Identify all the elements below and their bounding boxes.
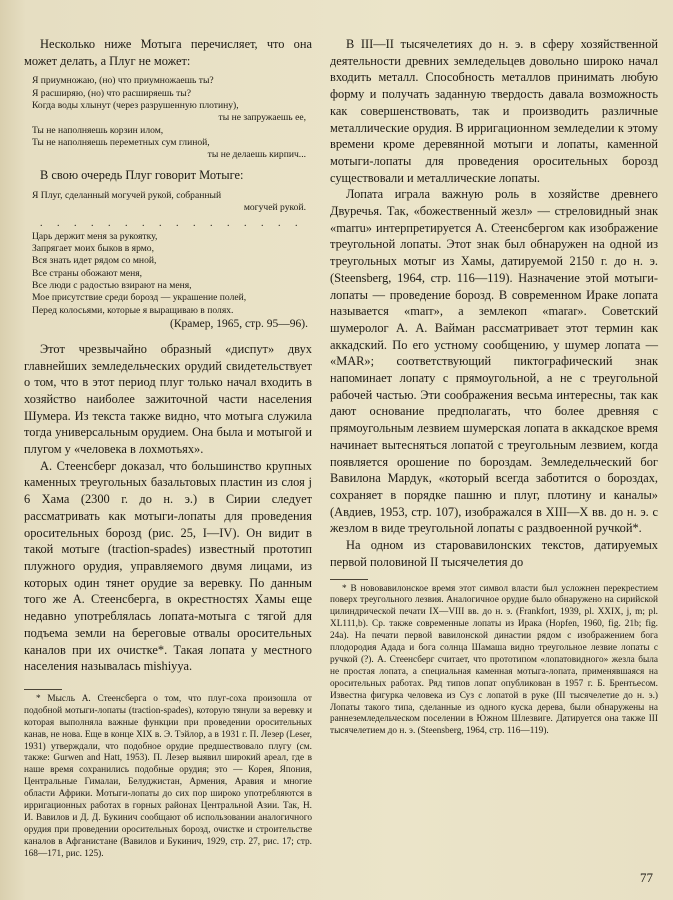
paragraph: В III—II тысячелетиях до н. э. в сферу хозяйственной деятельности древних земледельцев довольно широко начал входить металл. Способность металлов принимать любую форму и получать заданную твердость давала возможность как совершенствовать, так и производить различные металлические орудия. В ирригационном земледелии к этому времени кроме деревянной мотыги и лопаты, каменной мотыги-лопаты для проведения оросительных борозд существовали и металлические лопаты. [330,37,658,185]
verse-line: Мое присутствие среди борозд — украшение полей, [32,292,247,304]
paragraph: Этот чрезвычайно образный «диспут» двух главнейших земледельческих орудий свидетельствует о том, что в этот период плуг только начал входить в хозяйство наиболее зажиточной части населения Шумера. Из текста также видно, что мотыга служила тогда универсальным орудием. Она была и мотыгой и плугом у «человека в лохмотьях». [24,341,312,457]
paragraph: Лопата играла важную роль в хозяйстве древнего Двуречья. Так, «божественный жезл» — стреловидный знак «marru» интерпретируется А. Стеенсбергом как изображение треугольной лопаты. Этот знак был обнаружен на одной из треугольных мотыг из Хамы, датируемой 2150 г. до н. э. (Steensberg, 1964, стр. 116—119). Назначение этой мотыги-лопаты — проведение борозд. В современном Ираке лопата называется «marr», а землекоп «marar». Советский шумеролог А. А. Вайман рассматривает этот термин как аккадский. По его устному сообщению, у шумер лопата — «MAR»; соответствующий пиктографический знак напоминает лопату с прямоугольной, а не с треугольной рабочей частью. Эти соображения весьма интересны, так как дают основание предполагать, что более древняя с прямоугольным лезвием шумерская лопата в аккадское время начинает вытесняться лопатой с треугольным лезвием, когда появляется орошение по бороздам. Земледельческий бог Вавилона Мардук, «который всегда заботится о бороздах, сохраняет в порядке пашню и плуг, плотину и каналы» (Авдиев, 1953, стр. 107), изображался в XIII—X вв. до н. э. с жезлом в виде треугольной лопаты с раздвоенной ручкой*. [330,187,658,536]
verse-line: Когда воды хлынут (через разрушенную плотину), [32,100,239,111]
verse-line: Вся знать идет рядом со мной, [32,255,157,267]
page-number: 77 [640,870,653,885]
paragraph: А. Стеенсберг доказал, что большинство крупных каменных треугольных базальтовых пластин из слоя j 6 Хама (2300 г. до н. э.) в Сирии следует рассматривать как мотыги-лопаты для проведения оросительных борозд (рис. 25, I—IV). Он видит в такой мотыге (traction-spades) известный прототип плужного орудия, управляемого двумя лицами, из которых один тянет орудие за веревку. По данным того же А. Стеенсберга, в окрестностях Хамы еще недавно употреблялась лопата-мотыга с тягой для подъема земли на береговые отвалы оросительных каналов при их очистке*. Такая лопата у местного населения называлась mishiyya. [24,458,312,674]
verse-line: ты не делаешь кирпич... [207,149,306,161]
footnote: * Мысль А. Стеенсберга о том, что плуг-соха произошла от подобной мотыги-лопаты (traction-spades), которую тянули за веревку и которая выполняла важные функции при проведении оросительных канав, не нова. Еще в конце XIX в. Э. Тэйлор, а в 1931 г. П. Лезер (Leser, 1931) утверждали, что подобное орудие предшествовало плугу (см. также: Gurwen and Hatt, 1953). П. Лезер выявил широкий ареал, где в наше время сохранились подобные орудия; это — Корея, Япония, Центральные Гималаи, Белуджистан, Армения, Аравия и многие области Африки. Мотыги-лопаты до сих пор широко употребляются в ирригационных работах в горных районах Центральной Азии. Так, Н. И. Вавилов и Д. Д. Букинич сообщают об использовании аналогичного орудия при проведении оросительных борозд, очистке и строительстве каналов в Афганистане (Вавилов и Букинич, 1929, стр. 27, рис. 17; стр. 168—171, рис. 125). [24,693,312,859]
plough-verse [24,190,312,317]
verse-citation: (Крамер, 1965, стр. 95—96). [170,317,308,330]
footnote: * В нововавилонское время этот символ власти был усложнен перекрестием поверх треугольного лезвия. Аналогичное орудие было обнаружено на сирийской цилиндрической печати IX—VIII вв. до н. э. (Frankfort, 1939, pl. XXIX, j, m; pl. XL111,b). Ср. также современные лопаты из Ирака (Hopfen, 1960, fig. 21b; fig. 24a). На печати первой вавилонской династии рядом с изображением бога плодородия Адада и бога солнца Шамаша видно треугольное лезвие лопаты с ручкой (?). А. Стеенсберг считает, что прототипом «лопатовидного» жезла была не простая лопата, а специальная каменная мотыга-лопата, применявшаяся на оросительных работах. Ряд типов лопат опубликован в 1957 г. Б. Брентьесом. Известна фигурка человека из Суз с лопатой в руке (III тысячелетие до н. э.) Лопаты такого типа, сделанные из одного куска дерева, были обнаружены на раннеземледельческом поселении в Южном Шлезвиге. Датируется она также III тысячелетием до н. э. (Steensberg, 1964, стр. 116—119). [330,583,658,737]
ellipsis-dots: . . . . . . . . . . . . . . . . [40,217,304,229]
hoe-verse [24,75,312,161]
right-column [330,36,658,738]
left-column [24,36,312,861]
verse-line: Все страны обожают меня, [32,267,143,279]
verse-line: ты не запружаешь ее, [218,112,306,124]
verse-line: Ты не наполняешь корзин илом, [32,124,164,136]
footnote-divider [330,579,368,580]
verse-line: Царь держит меня за рукоятку, [32,230,158,242]
footnote-divider [24,689,62,690]
paragraph: На одном из старовавилонских текстов, датируемых первой половиной II тысячелетия до [330,538,658,569]
verse-line: Все люди с радостью взирают на меня, [32,279,192,291]
verse-line: Я приумножаю, (но) что приумножаешь ты? [32,75,214,87]
verse-line: Запрягает моих быков в ярмо, [32,243,155,255]
turn-paragraph: В свою очередь Плуг говорит Мотыге: [40,168,244,183]
verse-line: Ты не наполняешь переметных сум глиной, [32,136,210,148]
verse-line: Я расширяю, (но) что расширяешь ты? [32,87,191,99]
verse-line: могучей рукой. [243,202,306,214]
verse-line: Перед колосьями, которые я выращиваю в полях. [32,304,234,316]
intro-paragraph: Несколько ниже Мотыга перечисляет, что она может делать, а Плуг не может: [24,37,312,68]
verse-line: Я Плуг, сделанный могучей рукой, собранный [32,190,222,202]
